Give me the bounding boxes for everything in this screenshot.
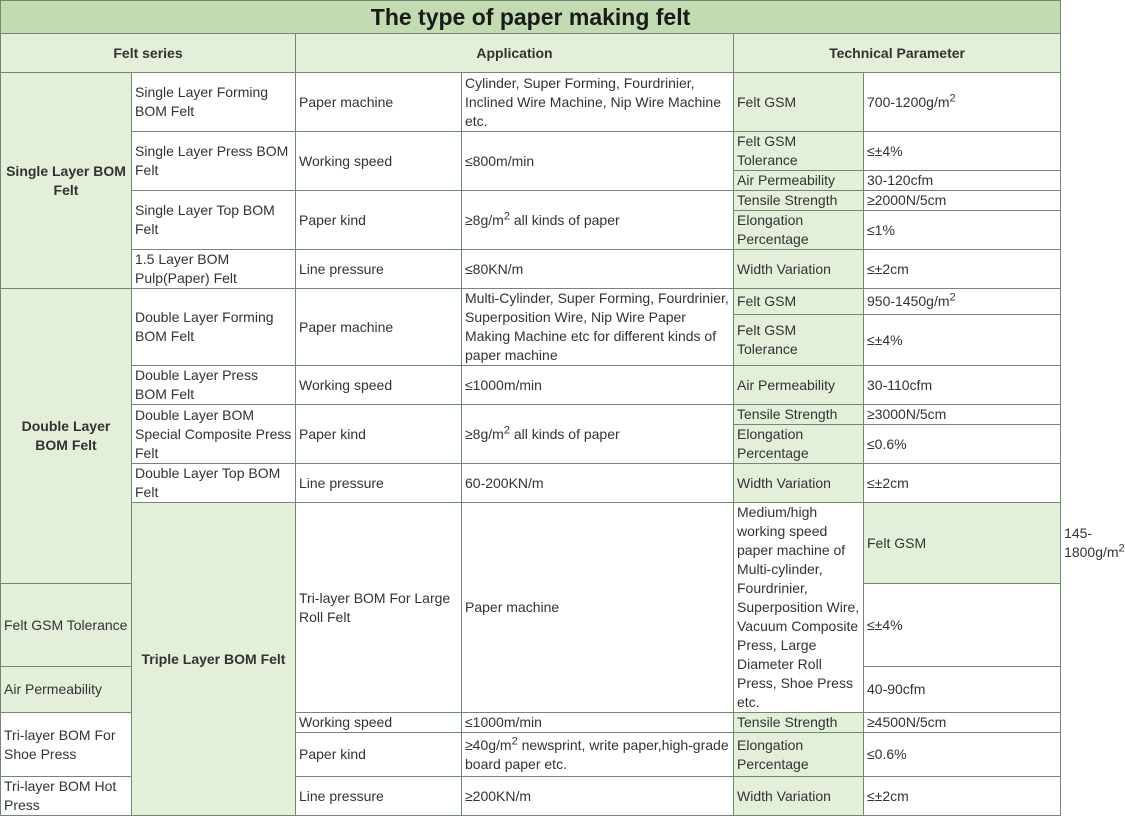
app-label: Paper machine	[462, 503, 734, 713]
param-value: ≥3000N/5cm	[864, 405, 1061, 425]
app-value: ≤1000m/min	[462, 366, 734, 405]
param-value: 40-90cfm	[864, 667, 1061, 713]
app-label: Line pressure	[296, 250, 462, 289]
param-label: Elongation Percentage	[734, 733, 864, 777]
app-label: Paper kind	[296, 405, 462, 464]
felt-name: Double Layer Press BOM Felt	[132, 366, 296, 405]
app-label: Working speed	[296, 132, 462, 191]
app-label: Paper machine	[296, 73, 462, 132]
param-label: Tensile Strength	[734, 713, 864, 733]
felt-name: Single Layer Press BOM Felt	[132, 132, 296, 191]
param-value: ≤±2cm	[864, 777, 1061, 816]
param-value: ≤1%	[864, 211, 1061, 250]
header-application: Application	[296, 34, 734, 73]
param-label: Felt GSM Tolerance	[1, 584, 132, 667]
app-value: $\ge 8g/m^2$ all kinds of paper	[462, 191, 734, 250]
param-label: Elongation Percentage	[734, 211, 864, 250]
param-value: ≤0.6%	[864, 425, 1061, 464]
param-value: ≤±2cm	[864, 464, 1061, 503]
app-value: Multi-Cylinder, Super Forming, Fourdrinier, Superposition Wire, Nip Wire Paper Making Machine etc for different kinds of paper machine	[462, 289, 734, 366]
param-label: Felt GSM	[864, 503, 1061, 584]
param-label: Tensile Strength	[734, 191, 864, 211]
param-value: ≥2000N/5cm	[864, 191, 1061, 211]
table-title: The type of paper making felt	[1, 1, 1061, 34]
group-name: Triple Layer BOM Felt	[132, 503, 296, 816]
param-value: ≤±2cm	[864, 250, 1061, 289]
felt-name: Double Layer Top BOM Felt	[132, 464, 296, 503]
group-name: Double Layer BOM Felt	[1, 289, 132, 584]
group-name: Single Layer BOM Felt	[1, 73, 132, 289]
param-value: 30-110cfm	[864, 366, 1061, 405]
param-value: ≤0.6%	[864, 733, 1061, 777]
app-label: Paper machine	[296, 289, 462, 366]
header-felt-series: Felt series	[1, 34, 296, 73]
param-label: Tensile Strength	[734, 405, 864, 425]
app-value: ≥200KN/m	[462, 777, 734, 816]
app-value: Cylinder, Super Forming, Fourdrinier, Inclined Wire Machine, Nip Wire Machine etc.	[462, 73, 734, 132]
param-label: Air Permeability	[1, 667, 132, 713]
param-value: ≤±4%	[864, 584, 1061, 667]
param-value: $950-1450g/m^2$	[864, 289, 1061, 315]
felt-name: Double Layer Forming BOM Felt	[132, 289, 296, 366]
param-value: ≤±4%	[864, 315, 1061, 366]
param-value: ≥4500N/5cm	[864, 713, 1061, 733]
app-value: $\ge 8g/m^2$ all kinds of paper	[462, 405, 734, 464]
app-label: Paper kind	[296, 733, 462, 777]
app-value: ≤800m/min	[462, 132, 734, 191]
param-label: Width Variation	[734, 777, 864, 816]
param-label: Felt GSM	[734, 73, 864, 132]
param-label: Felt GSM Tolerance	[734, 315, 864, 366]
felt-name: Tri-layer BOM Hot Press	[1, 777, 132, 816]
app-label: Working speed	[296, 713, 462, 733]
param-value: 30-120cfm	[864, 171, 1061, 191]
param-label: Elongation Percentage	[734, 425, 864, 464]
felt-name: Tri-layer BOM For Large Roll Felt	[296, 503, 462, 713]
param-value: ≤±4%	[864, 132, 1061, 171]
felt-name: Double Layer BOM Special Composite Press Felt	[132, 405, 296, 464]
app-value: Medium/high working speed paper machine of Multi-cylinder, Fourdrinier, Superposition Wire, Vacuum Composite Press, Large Diameter Roll Press, Shoe Press etc.	[734, 503, 864, 713]
param-value: $700-1200g/m^2$	[864, 73, 1061, 132]
param-label: Air Permeability	[734, 366, 864, 405]
param-label: Felt GSM	[734, 289, 864, 315]
app-value: $\ge 40g/m^2$ newsprint, write paper,high-grade board paper etc.	[462, 733, 734, 777]
app-value: ≤80KN/m	[462, 250, 734, 289]
app-value: 60-200KN/m	[462, 464, 734, 503]
param-label: Felt GSM Tolerance	[734, 132, 864, 171]
felt-table: The type of paper making felt Felt series Application Technical Parameter Single Layer BOM Felt Single Layer Forming BOM Felt Paper machine Cylinder, Super Forming, Fourdrinier, Inclined Wire Machine, Nip Wire Machine etc. Felt GSM $700-1200g/m^2$ Single Layer Press BOM Felt Working speed ≤800m/min Felt GSM Tolerance ≤±4% Air Permeability 30-120cfm Single Layer Top BOM Felt Paper kind $\ge 8g/m^2$ all kinds of paper Tensile Strength ≥2000N/5cm Elongation Percentage ≤1% 1.5 Layer BOM Pulp(Paper) Felt Line pressure ≤80KN/m Width Variation ≤±2cm Double Layer BOM Felt Double Layer Forming BOM Felt Paper machine Multi-Cylinder, Super Forming, Fourdrinier, Superposition Wire, Nip Wire Paper Making Machine etc for different kinds of paper machine Felt GSM $950-1450g/m^2$ Felt GSM Tolerance ≤±4% Double Layer Press BOM Felt Working speed ≤1000m/min Air Permeability 30-110cfm Double Layer BOM Special Composite Press Felt Paper kind $\ge 8g/m^2$ all kinds of paper Tensile Strength ≥3000N/5cm Elongation Percentage ≤0.6% Double Layer Top BOM Felt Line pressure 60-200KN/m Width Variation ≤±2cm Triple Layer BOM Felt Tri-layer BOM For Large Roll Felt Paper machine Medium/high working speed paper machine of Multi-cylinder, Fourdrinier, Superposition Wire, Vacuum Composite Press, Large Diameter Roll Press, Shoe Press etc. Felt GSM $145-1800g/m^2$ Felt GSM Tolerance ≤±4% Air Permeability 40-90cfm Tri-layer BOM For Shoe Press Working speed ≤1000m/min Tensile Strength ≥4500N/5cm Paper kind $\ge 40g/m^2$ newsprint, write paper,high-grade board paper etc. Elongation Percentage ≤0.6% Tri-layer BOM Hot Press Line pressure ≥200KN/m Width Variation ≤±2cm	[0, 0, 1061, 816]
app-label: Working speed	[296, 366, 462, 405]
app-label: Line pressure	[296, 777, 462, 816]
felt-name: Tri-layer BOM For Shoe Press	[1, 713, 132, 777]
header-technical-parameter: Technical Parameter	[734, 34, 1061, 73]
app-value: ≤1000m/min	[462, 713, 734, 733]
felt-name: Single Layer Top BOM Felt	[132, 191, 296, 250]
param-label: Air Permeability	[734, 171, 864, 191]
param-label: Width Variation	[734, 464, 864, 503]
app-label: Paper kind	[296, 191, 462, 250]
felt-name: 1.5 Layer BOM Pulp(Paper) Felt	[132, 250, 296, 289]
felt-name: Single Layer Forming BOM Felt	[132, 73, 296, 132]
param-label: Width Variation	[734, 250, 864, 289]
app-label: Line pressure	[296, 464, 462, 503]
